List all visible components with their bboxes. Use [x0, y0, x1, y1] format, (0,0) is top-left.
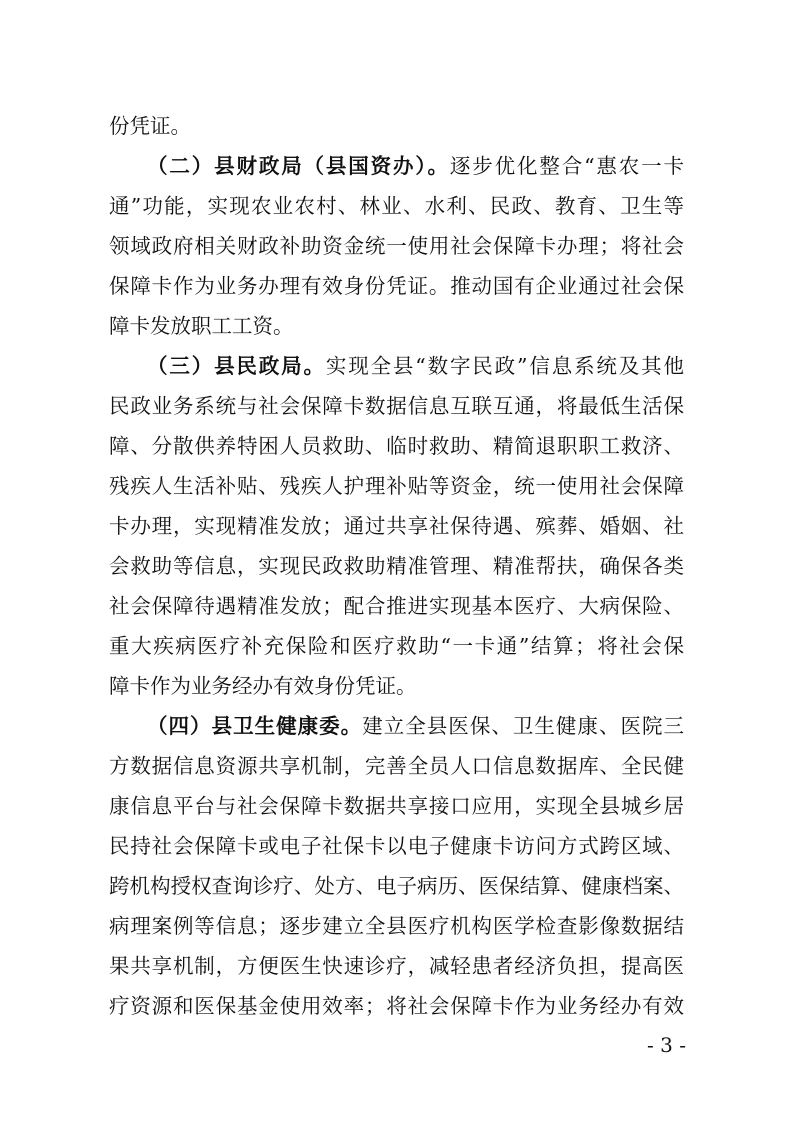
- section-heading: （二）县财政局（县国资办）。: [147, 154, 450, 178]
- section-text: 实现全县“数字民政”信息系统及其他: [325, 354, 684, 378]
- paragraph-line: 民政业务系统与社会保障卡数据信息互联互通，将最低生活保: [109, 394, 684, 418]
- section-heading-line: [147, 706, 684, 746]
- paragraph-line: 份凭证。: [109, 114, 191, 138]
- paragraph-line: 残疾人生活补贴、残疾人护理补贴等资金，统一使用社会保障: [109, 474, 684, 498]
- page-number: - 3 -: [647, 1033, 686, 1057]
- paragraph-line: 会救助等信息，实现民政救助精准管理、精准帮扶，确保各类: [109, 554, 684, 578]
- paragraph-line: 社会保障待遇精准发放；配合推进实现基本医疗、大病保险、: [109, 594, 684, 618]
- section-text: 逐步优化整合“惠农一卡: [449, 154, 685, 178]
- paragraph-line: 跨机构授权查询诊疗、处方、电子病历、医保结算、健康档案、: [109, 874, 684, 898]
- section-text: 建立全县医保、卫生健康、医院三: [362, 714, 685, 738]
- paragraph-line: 领域政府相关财政补助资金统一使用社会保障卡办理；将社会: [109, 234, 684, 258]
- paragraph-line: 保障卡作为业务办理有效身份凭证。推动国有企业通过社会保: [109, 274, 684, 298]
- paragraph-line: 疗资源和医保基金使用效率；将社会保障卡作为业务经办有效: [109, 994, 684, 1018]
- paragraph-line: 重大疾病医疗补充保险和医疗救助“一卡通”结算；将社会保: [109, 634, 684, 658]
- paragraph-line: 果共享机制，方便医生快速诊疗，减轻患者经济负担，提高医: [109, 954, 684, 978]
- paragraph-line: 通”功能，实现农业农村、林业、水利、民政、教育、卫生等: [109, 194, 684, 218]
- paragraph-line: 病理案例等信息；逐步建立全县医疗机构医学检查影像数据结: [109, 914, 684, 938]
- paragraph-line: 卡办理，实现精准发放；通过共享社保待遇、殡葬、婚姻、社: [109, 514, 684, 538]
- paragraph-line: 障、分散供养特困人员救助、临时救助、精简退职职工救济、: [109, 434, 684, 458]
- section-heading-line: [147, 346, 684, 386]
- paragraph-line: 民持社会保障卡或电子社保卡以电子健康卡访问方式跨区域、: [109, 834, 684, 858]
- section-heading-line: [147, 146, 684, 186]
- section-heading: （三）县民政局。: [147, 354, 326, 378]
- paragraph-line: 障卡作为业务经办有效身份凭证。: [109, 674, 417, 698]
- section-heading: （四）县卫生健康委。: [147, 714, 363, 738]
- paragraph-line: 方数据信息资源共享机制，完善全员人口信息数据库、全民健: [109, 754, 684, 778]
- paragraph-line: 障卡发放职工工资。: [109, 314, 294, 338]
- paragraph-line: 康信息平台与社会保障卡数据共享接口应用，实现全县城乡居: [109, 794, 684, 818]
